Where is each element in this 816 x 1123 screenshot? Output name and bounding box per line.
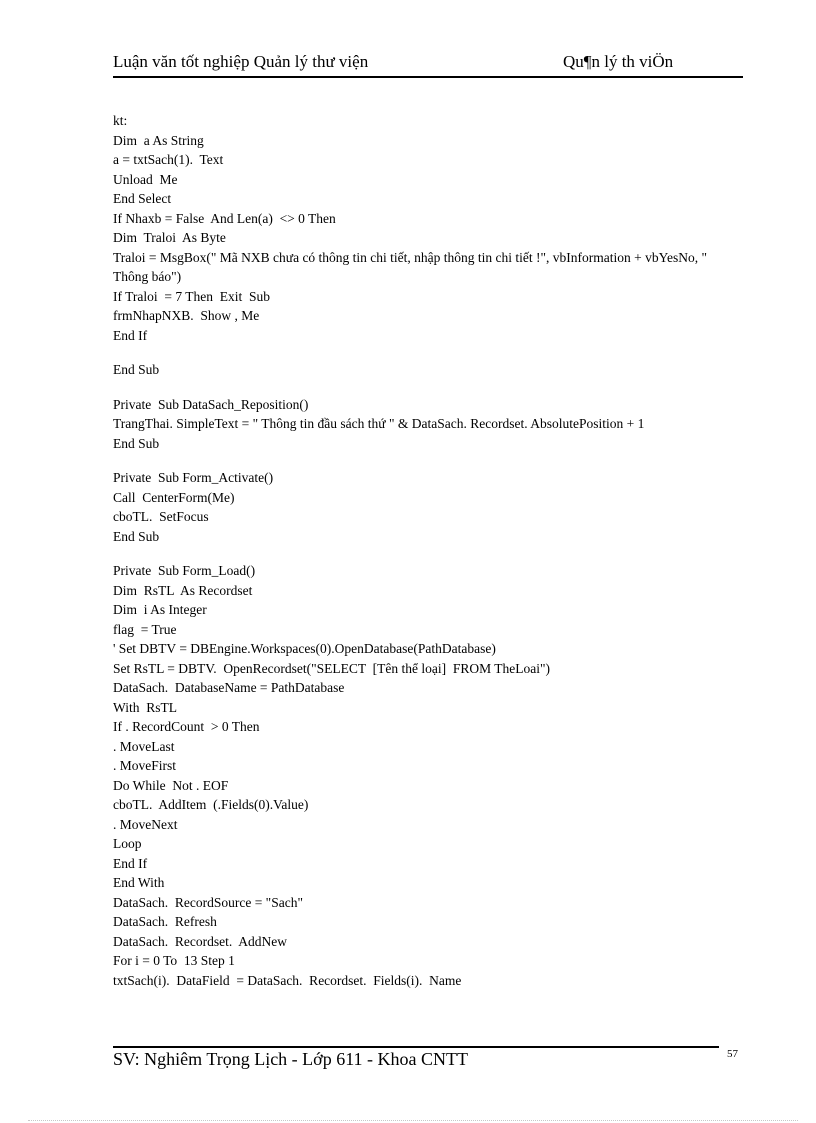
code-line: cboTL. AddItem (.Fields(0).Value) <box>113 797 309 812</box>
code-line: Private Sub Form_Load() <box>113 563 256 578</box>
block-gap <box>113 380 743 395</box>
code-line: End Select <box>113 191 172 206</box>
code-line: End Sub <box>113 528 160 544</box>
header-title-left: Luận văn tốt nghiệp Quản lý thư viện <box>113 52 369 71</box>
header-divider <box>113 76 743 78</box>
code-line: Dim Traloi As Byte <box>113 230 226 245</box>
code-line: Private Sub Form_Activate() <box>113 470 274 485</box>
code-line: Call CenterForm(Me) <box>113 489 235 505</box>
footer-divider <box>113 1046 719 1048</box>
page-number: 57 <box>727 1048 738 1060</box>
code-line: . MoveNext <box>113 816 178 832</box>
code-line: flag = True <box>113 621 177 637</box>
code-line: DataSach. RecordSource = "Sach" <box>113 894 303 910</box>
code-line: TrangThai. SimpleText = " Thông tin đầu sách thứ " & DataSach. Recordset. AbsolutePosition + 1 <box>113 416 645 431</box>
code-line: . MoveFirst <box>113 758 177 773</box>
code-line: If Traloi = 7 Then Exit Sub <box>113 288 270 304</box>
page-bottom-border <box>28 1120 798 1121</box>
code-line: Do While Not . EOF <box>113 777 229 793</box>
code-listing <box>113 111 743 990</box>
code-line: Dim a As String <box>113 132 204 148</box>
code-line: DataSach. Recordset. AddNew <box>113 933 287 949</box>
block-gap <box>113 453 743 468</box>
code-line: Unload Me <box>113 171 178 187</box>
code-line: Private Sub DataSach_Reposition() <box>113 396 309 412</box>
code-line: ' Set DBTV = DBEngine.Workspaces(0).OpenDatabase(PathDatabase) <box>113 641 496 656</box>
page-header <box>113 52 743 76</box>
code-line: kt: <box>113 113 128 128</box>
code-line: . MoveLast <box>113 738 175 754</box>
code-line: End If <box>113 855 148 871</box>
header-title-right: Qu¶n lý th viÖn <box>563 52 674 71</box>
code-line: End If <box>113 327 148 343</box>
code-line: a = txtSach(1). Text <box>113 152 224 167</box>
block-gap <box>113 345 743 360</box>
code-line: End Sub <box>113 362 160 377</box>
code-line: Set RsTL = DBTV. OpenRecordset("SELECT [Tên thể loại] FROM TheLoai") <box>113 660 550 676</box>
code-line: If . RecordCount > 0 Then <box>113 719 260 734</box>
footer-author: SV: Nghiêm Trọng Lịch - Lớp 611 - Khoa CNTT <box>113 1049 468 1069</box>
code-line: End Sub <box>113 435 160 451</box>
code-line: End With <box>113 875 165 890</box>
code-line: Loop <box>113 836 142 851</box>
code-line: If Nhaxb = False And Len(a) <> 0 Then <box>113 210 336 226</box>
code-line: With RsTL <box>113 699 177 715</box>
code-line: DataSach. DatabaseName = PathDatabase <box>113 680 345 695</box>
block-gap <box>113 546 743 561</box>
code-line: Dim i As Integer <box>113 602 207 617</box>
code-line: For i = 0 To 13 Step 1 <box>113 953 235 968</box>
code-line: cboTL. SetFocus <box>113 509 209 524</box>
code-line: txtSach(i). DataField = DataSach. Recordset. Fields(i). Name <box>113 972 462 988</box>
code-line: Dim RsTL As Recordset <box>113 582 253 598</box>
code-line: frmNhapNXB. Show , Me <box>113 308 260 323</box>
code-line: DataSach. Refresh <box>113 914 217 929</box>
code-line: Traloi = MsgBox(" Mã NXB chưa có thông tin chi tiết, nhập thông tin chi tiết !", vbInformation + vbYesNo, " Thông báo") <box>113 249 708 284</box>
